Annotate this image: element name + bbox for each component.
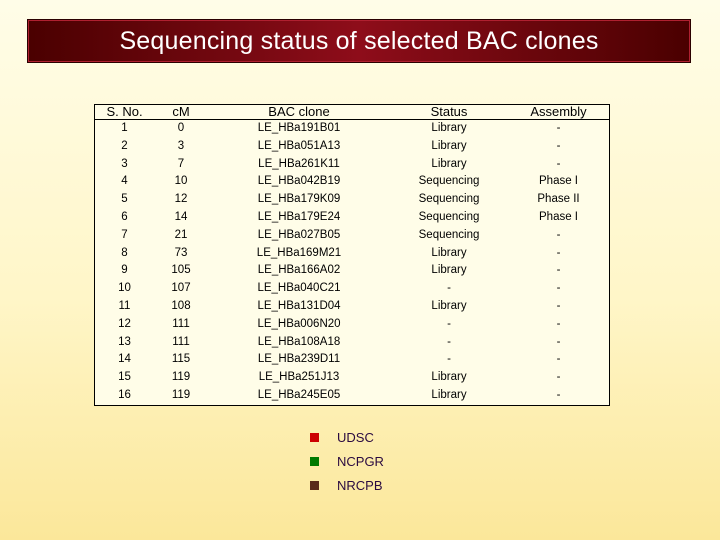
cell-cm: 107	[171, 282, 191, 295]
cell-status: Library	[431, 157, 467, 170]
cell-bac-clone: LE_HBa239D11	[257, 353, 341, 366]
cell-bac-clone: LE_HBa108A18	[257, 335, 341, 348]
header-cm: cM	[154, 105, 208, 120]
cell-assembly: -	[556, 139, 561, 152]
cell-bac-clone: LE_HBa040C21	[257, 282, 341, 295]
table-row	[95, 316, 609, 334]
table-row	[95, 369, 609, 387]
table-row	[95, 262, 609, 280]
cell-assembly: Phase I	[539, 175, 578, 188]
cell-bac-clone: LE_HBa166A02	[257, 264, 341, 277]
legend-item-udsc	[310, 430, 374, 445]
cell-assembly: -	[556, 299, 561, 312]
cell-sno: 8	[121, 246, 128, 259]
legend-label-udsc: UDSC	[337, 430, 374, 445]
header-sno: S. No.	[95, 105, 154, 120]
cell-status: Library	[431, 122, 467, 134]
cell-status: -	[447, 317, 451, 330]
cell-bac-clone: LE_HBa169M21	[256, 246, 342, 259]
table-row	[95, 209, 609, 227]
cell-assembly: -	[556, 246, 561, 259]
legend-label-ncpgr: NCPGR	[337, 454, 384, 469]
table-row	[95, 298, 609, 316]
cell-assembly: Phase II	[537, 193, 580, 206]
header-bac-clone: BAC clone	[208, 105, 390, 120]
legend-item-ncpgr	[310, 454, 384, 469]
cell-bac-clone: LE_HBa261K11	[258, 157, 340, 170]
table-row	[95, 334, 609, 352]
table-row	[95, 156, 609, 174]
table-header-row	[95, 105, 609, 120]
cell-sno: 3	[121, 157, 128, 170]
cell-sno: 14	[118, 353, 131, 366]
legend-label-nrcpb: NRCPB	[337, 478, 383, 493]
cell-assembly: -	[556, 317, 561, 330]
cell-sno: 1	[121, 122, 128, 134]
cell-status: Library	[431, 371, 467, 384]
cell-sno: 16	[118, 388, 131, 401]
cell-cm: 21	[174, 228, 188, 241]
cell-bac-clone: LE_HBa042B19	[257, 175, 341, 188]
cell-sno: 4	[121, 175, 128, 188]
cell-assembly: -	[556, 335, 561, 348]
cell-status: Sequencing	[418, 193, 480, 206]
cell-cm: 108	[171, 299, 191, 312]
cell-assembly: -	[556, 228, 561, 241]
cell-cm: 7	[177, 157, 185, 170]
cell-cm: 111	[172, 335, 190, 348]
title-bar	[28, 20, 690, 62]
cell-status: Sequencing	[418, 210, 480, 223]
cell-cm: 105	[171, 264, 191, 277]
ncpgr-square-icon	[310, 457, 319, 466]
cell-cm: 115	[171, 353, 191, 366]
cell-sno: 7	[121, 228, 128, 241]
cell-status: -	[447, 282, 451, 295]
cell-bac-clone: LE_HBa179E24	[257, 210, 341, 223]
cell-sno: 5	[121, 193, 128, 206]
cell-cm: 119	[171, 371, 191, 384]
cell-status: -	[447, 353, 451, 366]
cell-bac-clone: LE_HBa051A13	[257, 139, 341, 152]
cell-cm: 111	[172, 317, 190, 330]
cell-bac-clone: LE_HBa245E05	[257, 388, 341, 401]
cell-status: Library	[431, 299, 467, 312]
cell-status: Library	[431, 264, 467, 277]
cell-cm: 10	[174, 175, 188, 188]
cell-status: Library	[431, 139, 467, 152]
cell-status: Library	[431, 246, 467, 259]
table-row	[95, 351, 609, 369]
cell-status: Library	[431, 388, 467, 401]
cell-assembly: -	[556, 264, 561, 277]
bac-clone-table	[94, 104, 610, 406]
cell-sno: 13	[118, 335, 131, 348]
header-status: Status	[390, 105, 508, 120]
table-row	[95, 173, 609, 191]
cell-sno: 9	[121, 264, 128, 277]
cell-cm: 14	[174, 210, 188, 223]
cell-status: Sequencing	[418, 175, 480, 188]
cell-sno: 15	[118, 371, 131, 384]
cell-sno: 12	[118, 317, 131, 330]
cell-bac-clone: LE_HBa131D04	[257, 299, 341, 312]
cell-cm: 119	[171, 388, 191, 401]
cell-assembly: -	[556, 122, 561, 134]
cell-status: -	[447, 335, 451, 348]
cell-sno: 2	[121, 139, 128, 152]
table-row	[95, 280, 609, 298]
table-row	[95, 138, 609, 156]
cell-sno: 6	[121, 210, 128, 223]
cell-status: Sequencing	[418, 228, 480, 241]
cell-cm: 73	[174, 246, 188, 259]
header-assembly: Assembly	[508, 105, 609, 120]
cell-assembly: -	[556, 388, 561, 401]
legend-item-nrcpb	[310, 478, 383, 493]
nrcpb-square-icon	[310, 481, 319, 490]
table-row	[95, 245, 609, 263]
table-row	[95, 387, 609, 405]
cell-assembly: -	[556, 282, 561, 295]
cell-cm: 0	[177, 122, 185, 134]
cell-assembly: Phase I	[539, 210, 578, 223]
cell-bac-clone: LE_HBa251J13	[258, 371, 340, 384]
cell-assembly: -	[556, 157, 561, 170]
cell-assembly: -	[556, 371, 561, 384]
table-row	[95, 120, 609, 138]
cell-sno: 10	[118, 282, 131, 295]
table-row	[95, 227, 609, 245]
cell-bac-clone: LE_HBa006N20	[257, 317, 341, 330]
cell-bac-clone: LE_HBa179K09	[257, 193, 341, 206]
table-row	[95, 191, 609, 209]
cell-sno: 11	[118, 299, 131, 312]
cell-cm: 3	[177, 139, 185, 152]
cell-bac-clone: LE_HBa191B01	[257, 122, 341, 134]
page-title: Sequencing status of selected BAC clones	[119, 26, 599, 55]
cell-bac-clone: LE_HBa027B05	[257, 228, 341, 241]
cell-cm: 12	[174, 193, 188, 206]
udsc-square-icon	[310, 433, 319, 442]
cell-assembly: -	[556, 353, 561, 366]
